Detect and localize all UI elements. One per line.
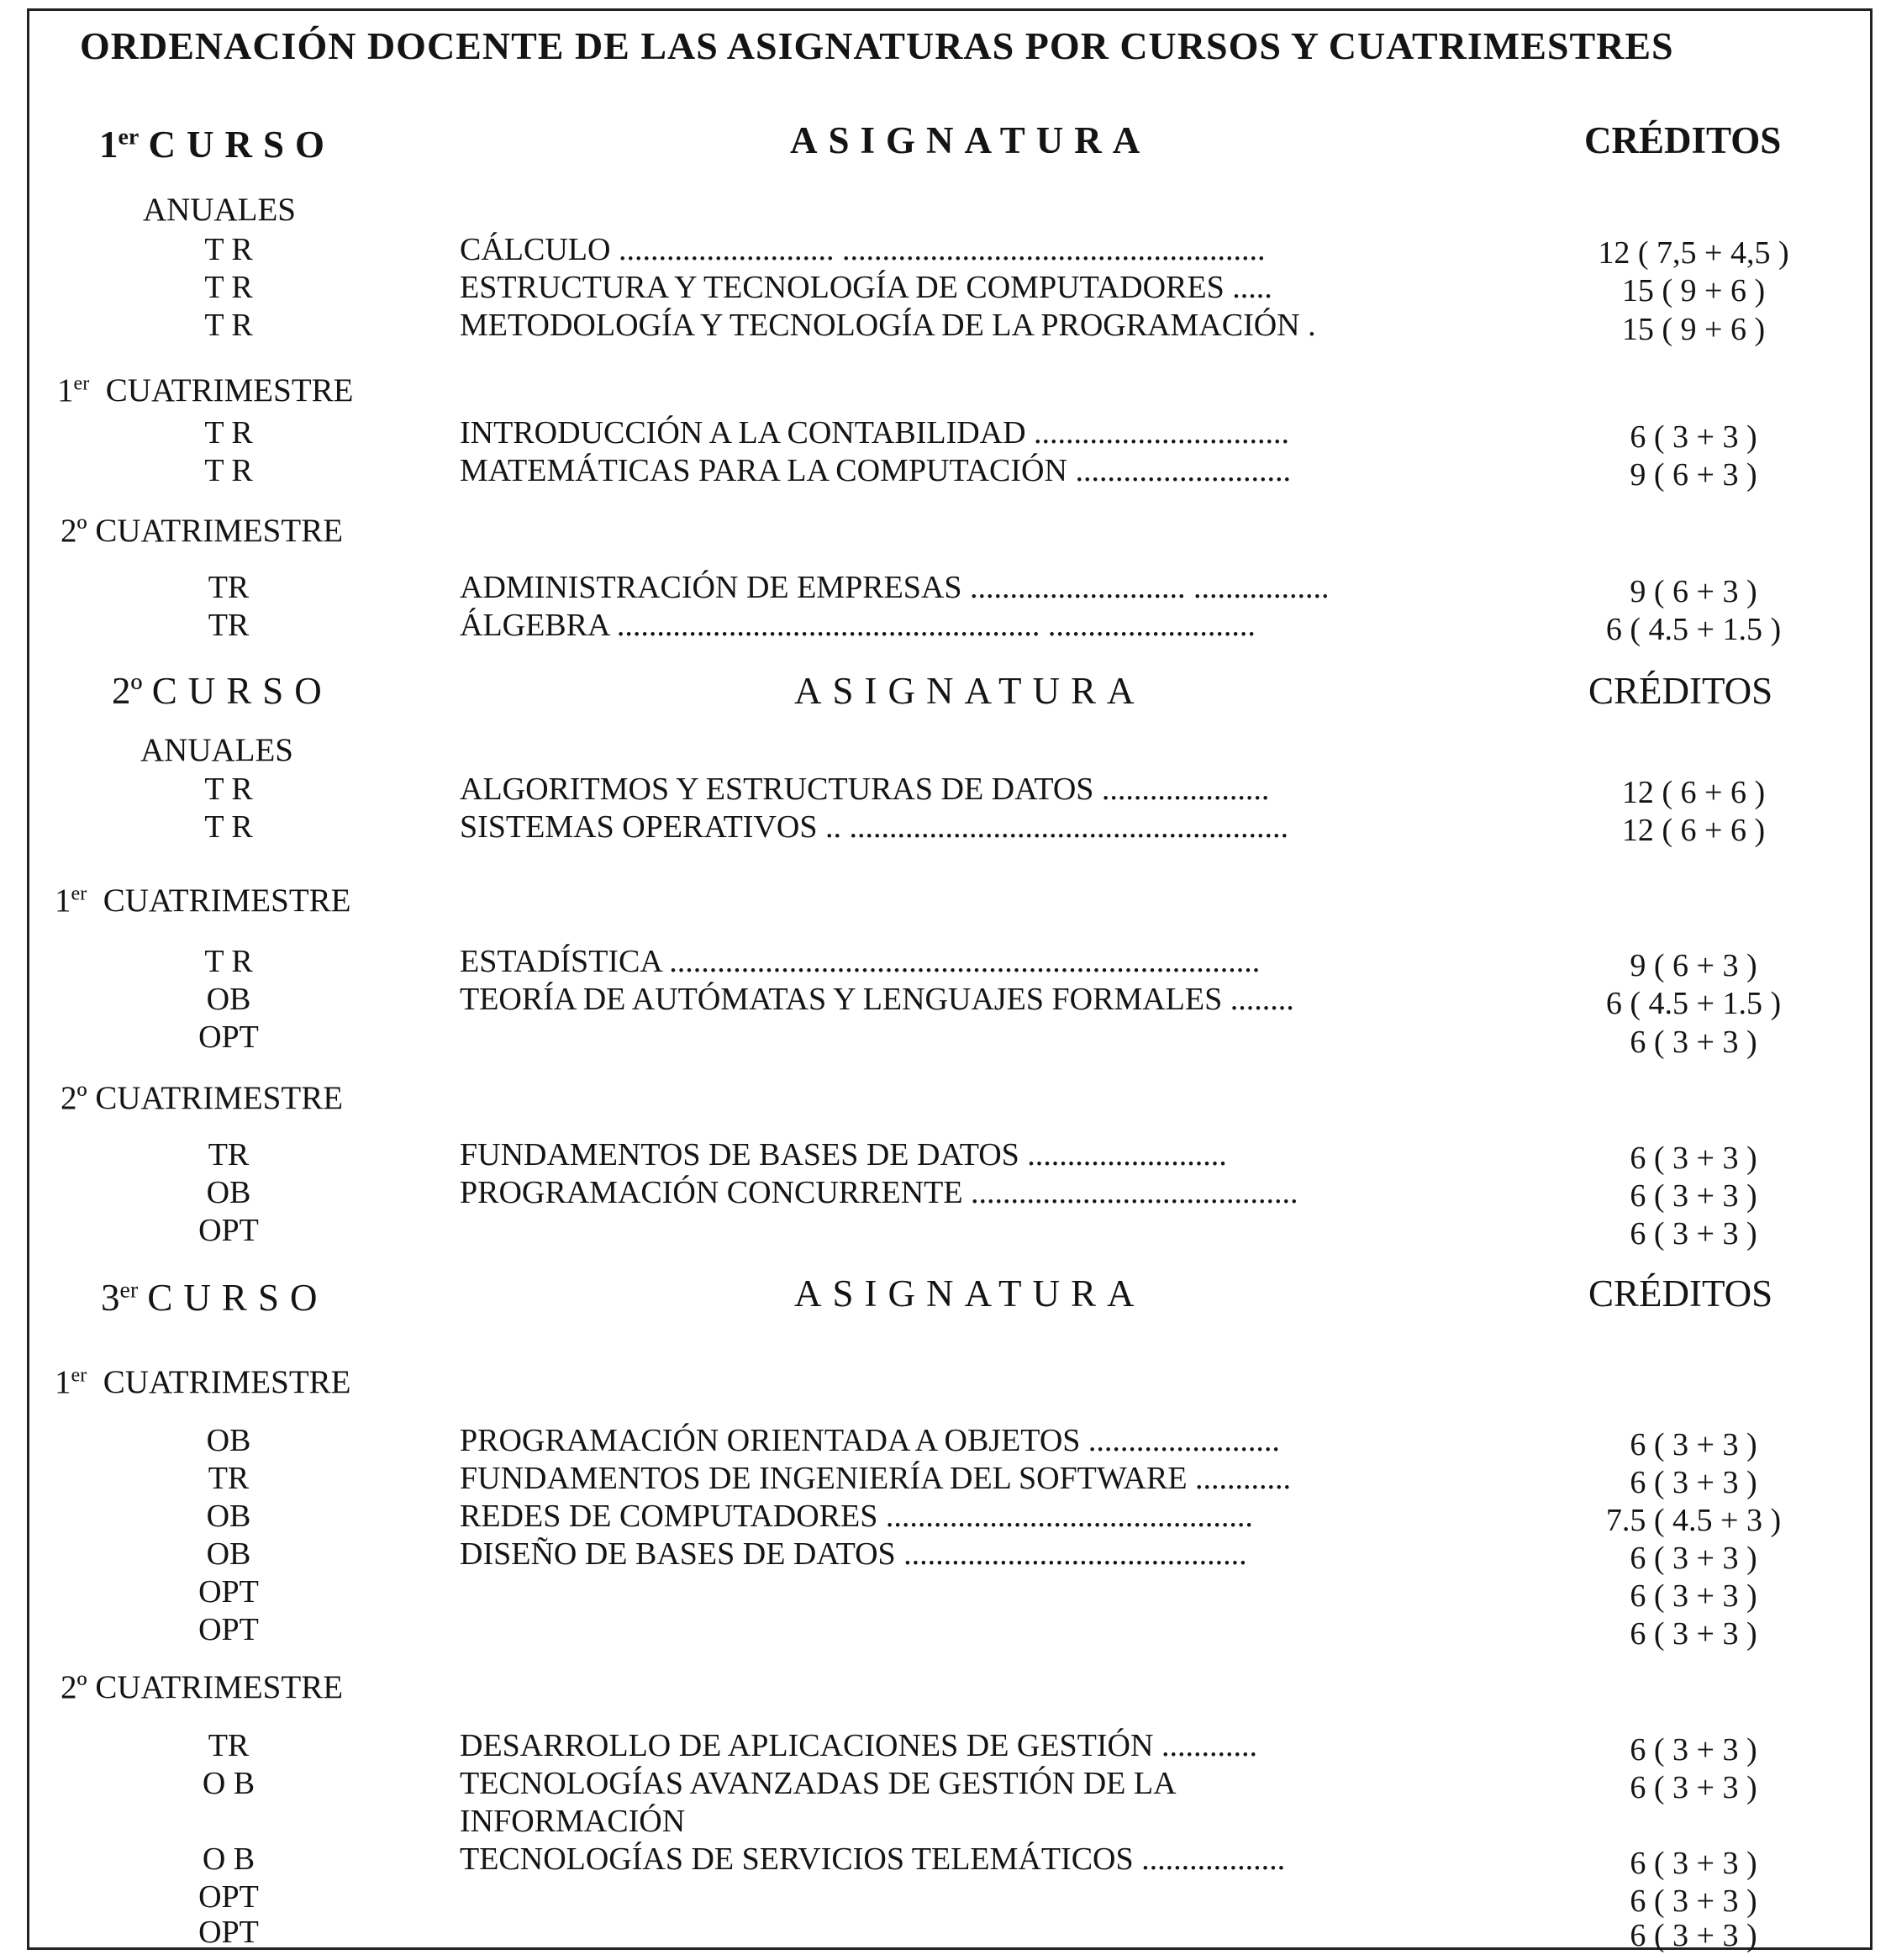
section-anuales: ANUALES [140,732,293,768]
row-code: O B [202,1841,255,1877]
row-credits: 9 ( 6 + 3 ) [1630,948,1757,983]
row-credits: 6 ( 3 + 3 ) [1630,1884,1757,1919]
row-code: OB [206,982,251,1017]
row-code: TR [208,1137,250,1172]
row-credits: 12 ( 6 + 6 ) [1621,813,1766,848]
row-credits: 6 ( 3 + 3 ) [1630,1465,1757,1500]
section-1er-cuatrimestre: 1er CUATRIMESTRE [55,1363,351,1400]
section-2-cuatrimestre: 2º CUATRIMESTRE [61,1669,344,1705]
row-credits: 6 ( 3 + 3 ) [1630,1578,1757,1614]
row-code: TR [208,570,250,605]
row-subject: TECNOLOGÍAS AVANZADAS DE GESTIÓN DE LA [460,1766,1177,1801]
row-subject: ÁLGEBRA ..................................................... .......................... [460,608,1256,643]
course-2-heading: 2º CURSO [112,670,333,712]
row-subject: FUNDAMENTOS DE BASES DE DATOS ......................... [460,1137,1227,1172]
section-anuales: ANUALES [143,192,296,228]
course-1-heading: 1er CURSO [99,124,336,166]
row-credits: 9 ( 6 + 3 ) [1630,457,1757,493]
row-credits: 6 ( 3 + 3 ) [1630,1770,1757,1805]
row-credits: 12 ( 7,5 + 4,5 ) [1598,235,1789,271]
course-1-credits-header: CRÉDITOS [1584,119,1782,161]
row-subject: REDES DE COMPUTADORES .............................................. [460,1499,1253,1534]
row-code: OB [206,1536,251,1572]
row-subject: ESTADÍSTICA .......................................................................... [460,944,1261,979]
row-subject: TECNOLOGÍAS DE SERVICIOS TELEMÁTICOS .................. [460,1841,1286,1877]
course-2-subject-header: ASIGNATURA [794,670,1146,712]
row-code: TR [208,1728,250,1763]
row-subject: METODOLOGÍA Y TECNOLOGÍA DE LA PROGRAMACIÓN . [460,308,1316,343]
row-credits: 9 ( 6 + 3 ) [1630,574,1757,609]
row-credits: 6 ( 3 + 3 ) [1630,1846,1757,1881]
row-credits: 6 ( 3 + 3 ) [1630,1427,1757,1462]
row-subject: ALGORITMOS Y ESTRUCTURAS DE DATOS ..................... [460,772,1270,807]
row-subject: FUNDAMENTOS DE INGENIERÍA DEL SOFTWARE ............ [460,1461,1292,1496]
row-subject: DISEÑO DE BASES DE DATOS ........................................... [460,1536,1247,1572]
row-subject: TEORÍA DE AUTÓMATAS Y LENGUAJES FORMALES ........ [460,982,1294,1017]
row-code: T R [204,944,253,979]
section-1er-cuatrimestre: 1er CUATRIMESTRE [57,371,354,408]
course-2-credits-header: CRÉDITOS [1588,670,1773,712]
row-code: O B [202,1766,255,1801]
row-code: T R [204,308,253,343]
row-credits: 6 ( 3 + 3 ) [1630,1918,1757,1953]
row-code: TR [208,1461,250,1496]
row-code: T R [204,270,253,305]
row-code: OPT [198,1612,259,1647]
row-code: OPT [198,1879,259,1915]
row-code: T R [204,415,253,450]
row-credits: 6 ( 3 + 3 ) [1630,1178,1757,1214]
row-subject: CÁLCULO ........................... ..................................................... [460,232,1266,267]
row-subject: DESARROLLO DE APLICACIONES DE GESTIÓN ............ [460,1728,1257,1763]
row-code: OPT [198,1574,259,1610]
page-title: ORDENACIÓN DOCENTE DE LAS ASIGNATURAS POR CURSOS Y CUATRIMESTRES [80,24,1674,67]
section-1er-cuatrimestre: 1er CUATRIMESTRE [55,882,351,919]
row-subject: INTRODUCCIÓN A LA CONTABILIDAD ................................ [460,415,1290,450]
row-credits: 6 ( 3 + 3 ) [1630,1025,1757,1060]
row-code: T R [204,809,253,845]
row-subject: PROGRAMACIÓN CONCURRENTE ......................................... [460,1175,1298,1210]
course-3-heading: 3er CURSO [101,1277,329,1319]
row-credits: 6 ( 3 + 3 ) [1630,419,1757,455]
row-code: OPT [198,1915,259,1950]
row-credits: 6 ( 4.5 + 1.5 ) [1605,612,1782,647]
row-credits: 6 ( 3 + 3 ) [1630,1541,1757,1576]
row-code: T R [204,453,253,488]
row-credits: 7.5 ( 4.5 + 3 ) [1605,1503,1782,1538]
row-code: OB [206,1423,251,1458]
course-3-subject-header: ASIGNATURA [794,1272,1146,1315]
row-code: TR [208,608,250,643]
row-credits: 6 ( 3 + 3 ) [1630,1141,1757,1176]
row-subject: PROGRAMACIÓN ORIENTADA A OBJETOS ........................ [460,1423,1280,1458]
row-code: OB [206,1175,251,1210]
row-credits: 6 ( 3 + 3 ) [1630,1616,1757,1652]
row-code: T R [204,772,253,807]
row-credits: 6 ( 3 + 3 ) [1630,1216,1757,1251]
section-2-cuatrimestre: 2º CUATRIMESTRE [61,1080,344,1116]
row-code: OB [206,1499,251,1534]
row-subject: SISTEMAS OPERATIVOS .. ....................................................... [460,809,1288,845]
row-code: OPT [198,1213,259,1248]
row-subject-continuation: INFORMACIÓN [460,1804,686,1839]
row-credits: 15 ( 9 + 6 ) [1621,312,1766,347]
row-credits: 12 ( 6 + 6 ) [1621,775,1766,810]
row-credits: 15 ( 9 + 6 ) [1621,273,1766,308]
row-credits: 6 ( 3 + 3 ) [1630,1732,1757,1768]
row-subject: MATEMÁTICAS PARA LA COMPUTACIÓN ........................... [460,453,1291,488]
course-3-credits-header: CRÉDITOS [1588,1272,1773,1315]
row-subject: ADMINISTRACIÓN DE EMPRESAS ........................... ................. [460,570,1330,605]
row-code: T R [204,232,253,267]
section-2-cuatrimestre: 2º CUATRIMESTRE [61,513,344,549]
row-subject: ESTRUCTURA Y TECNOLOGÍA DE COMPUTADORES ..... [460,270,1272,305]
course-1-subject-header: ASIGNATURA [790,119,1151,161]
row-credits: 6 ( 4.5 + 1.5 ) [1605,986,1782,1021]
row-code: OPT [198,1020,259,1055]
